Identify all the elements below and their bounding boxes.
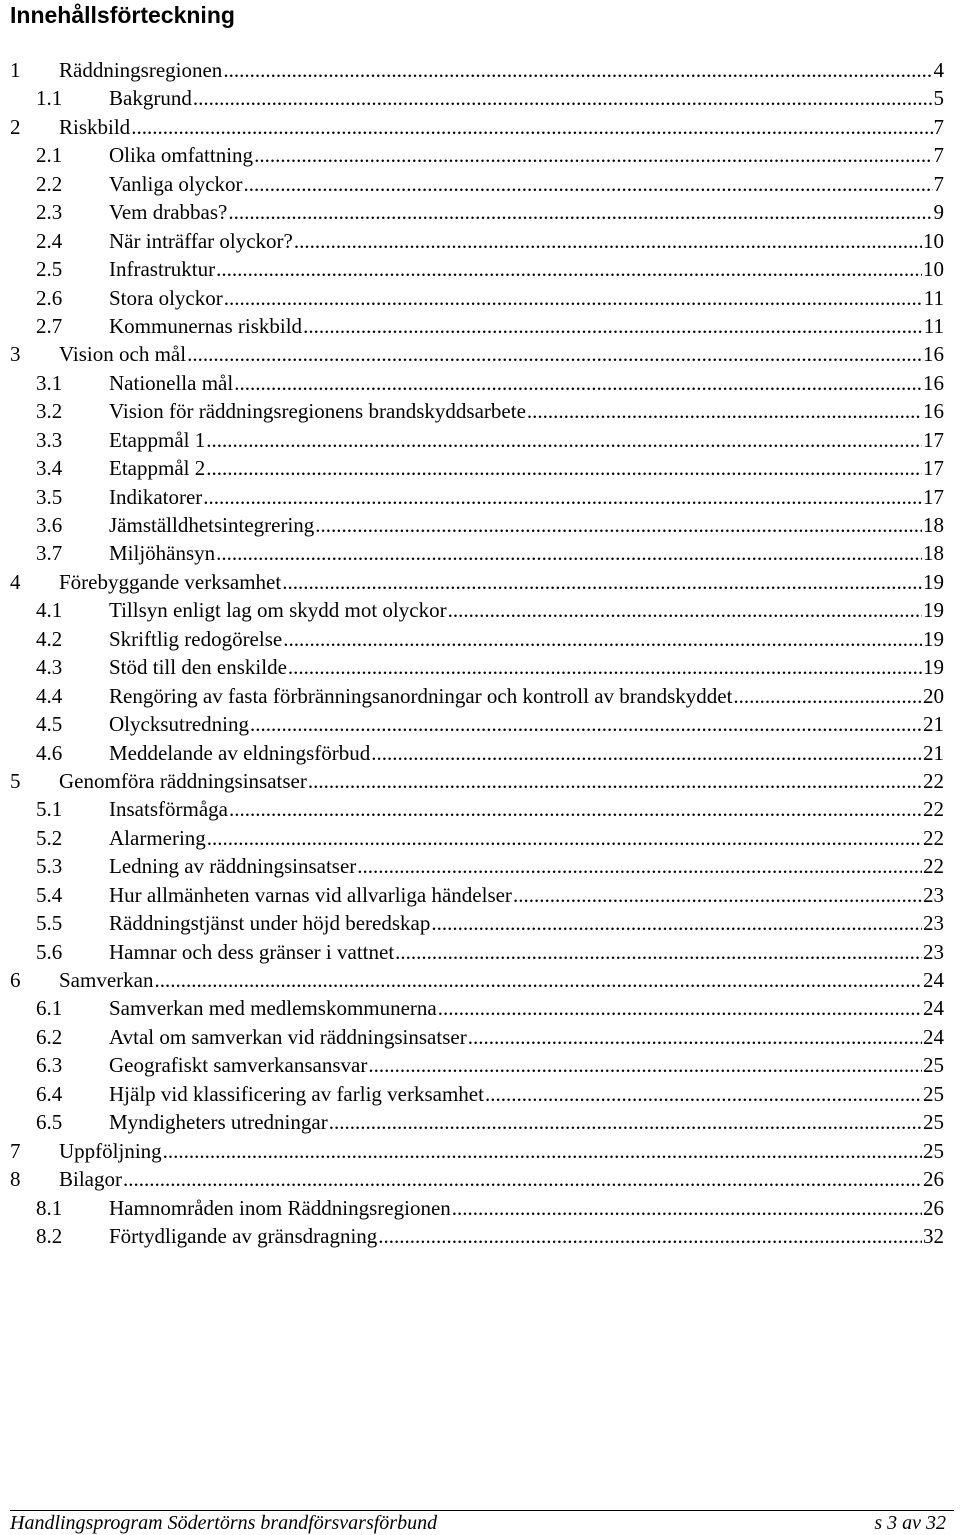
toc-entry-title: Hur allmänheten varnas vid allvarliga händelser [109,882,512,907]
toc-entry-title: Etappmål 1 [109,427,206,452]
toc-dot-leader [371,739,922,767]
toc-entry-number: 2.2 [36,171,63,196]
toc-entry[interactable] [0,397,960,425]
toc-entry-title: Förebyggande verksamhet [59,569,282,594]
toc-entry-number: 6 [10,968,21,992]
toc-entry-title: Skriftlig redogörelse [109,626,283,651]
toc-entry-page: 18 [923,513,944,537]
toc-entry-title: Hamnområden inom Räddningsregionen [109,1195,451,1220]
toc-dot-leader [452,1194,922,1222]
toc-entry[interactable] [0,1222,960,1250]
toc-entry-page: 22 [923,854,944,879]
toc-entry-number: 3.6 [36,513,63,537]
toc-entry-title: Räddningstjänst under höjd beredskap [109,911,431,936]
toc-entry[interactable] [0,710,960,738]
toc-entry[interactable] [0,682,960,710]
toc-entry-page: 25 [923,1081,944,1106]
toc-entry[interactable] [0,568,960,596]
toc-dot-leader [154,966,922,994]
toc-entry[interactable] [0,1194,960,1222]
toc-entry-page: 25 [923,1110,944,1135]
toc-entry-page: 9 [933,200,944,225]
toc-dot-leader [244,170,933,198]
toc-dot-leader [254,141,932,169]
toc-entry[interactable] [0,284,960,312]
toc-dot-leader [229,795,922,823]
toc-entry-page: 5 [933,86,944,111]
toc-entry-title: Riskbild [59,114,131,139]
toc-entry-number: 3.2 [36,399,63,424]
page-title: Innehållsförteckning [10,2,235,28]
toc-entry-title: Infrastruktur [109,257,216,282]
toc-entry-page: 23 [923,882,944,907]
toc-entry-title: Vem drabbas? [109,200,228,225]
toc-entry-number: 2.6 [36,285,63,310]
toc-entry[interactable] [0,170,960,198]
footer-divider [10,1510,954,1511]
toc-entry-title: Stöd till den enskilde [109,655,287,680]
toc-entry-page: 23 [923,939,944,964]
toc-entry-title: Olycksutredning [109,712,249,737]
toc-entry-number: 2.5 [36,257,63,282]
toc-entry[interactable] [0,426,960,454]
toc-entry[interactable] [0,739,960,767]
toc-entry[interactable] [0,1165,960,1193]
toc-dot-leader [193,84,933,112]
toc-entry-number: 3.3 [36,427,63,452]
toc-entry-page: 32 [923,1223,944,1248]
toc-entry[interactable] [0,1051,960,1079]
toc-entry-number: 5.6 [36,939,63,964]
toc-dot-leader [485,1080,922,1108]
toc-entry-title: Rengöring av fasta förbränningsanordningar och kontroll av brandskyddet [109,683,733,708]
toc-entry[interactable] [0,1108,960,1136]
toc-entry-page: 11 [923,313,944,338]
toc-dot-leader [448,596,922,624]
toc-entry-number: 4 [10,569,21,594]
toc-entry-page: 18 [923,541,944,566]
toc-dot-leader [368,1051,922,1079]
toc-entry-number: 5.1 [36,797,63,822]
toc-entry-title: Uppföljning [59,1138,162,1163]
toc-entry-title: Indikatorer [109,484,203,509]
toc-entry[interactable] [0,909,960,937]
toc-entry[interactable] [0,56,960,84]
toc-dot-leader [250,710,922,738]
toc-entry-page: 16 [923,399,944,424]
toc-entry-title: När inträffar olyckor? [109,228,293,253]
toc-entry-title: Etappmål 2 [109,456,206,481]
toc-entry-title: Genomföra räddningsinsatser [59,768,307,793]
toc-entry-number: 6.3 [36,1053,63,1078]
toc-entry-number: 6.2 [36,1024,63,1049]
toc-entry-title: Kommunernas riskbild [109,313,303,338]
toc-entry-number: 3 [10,342,21,367]
toc-entry[interactable] [0,938,960,966]
toc-entry[interactable] [0,852,960,880]
toc-entry-page: 7 [933,114,944,139]
toc-entry-number: 6.5 [36,1110,63,1135]
toc-entry[interactable] [0,767,960,795]
toc-entry-title: Stora olyckor [109,285,223,310]
toc-entry-page: 24 [923,1024,944,1049]
toc-entry-title: Olika omfattning [109,143,254,168]
toc-entry-title: Vanliga olyckor [109,171,243,196]
toc-entry-number: 3.4 [36,456,63,481]
toc-entry-number: 3.1 [36,370,63,395]
toc-dot-leader [223,56,932,84]
toc-dot-leader [216,539,922,567]
toc-entry[interactable] [0,596,960,624]
toc-entry-page: 25 [923,1138,944,1163]
toc-entry-title: Vision och mål [59,342,187,367]
footer-page-indicator: s 3 av 32 [874,1512,946,1534]
toc-entry-page: 24 [923,968,944,992]
toc-entry[interactable] [0,511,960,539]
toc-dot-leader [187,340,922,368]
toc-entry-number: 6.1 [36,996,63,1021]
toc-entry-number: 8.2 [36,1223,63,1248]
toc-entry-number: 2.4 [36,228,63,253]
toc-dot-leader [216,255,922,283]
toc-entry-page: 10 [923,257,944,282]
toc-entry-title: Hamnar och dess gränser i vattnet [109,939,395,964]
toc-entry-title: Jämställdhetsintegrering [109,513,315,537]
toc-entry-title: Miljöhänsyn [109,541,216,566]
toc-dot-leader [207,824,922,852]
toc-entry-number: 4.5 [36,712,63,737]
toc-dot-leader [163,1137,922,1165]
toc-entry-page: 22 [923,825,944,850]
toc-entry-title: Bakgrund [109,86,192,111]
toc-entry-title: Myndigheters utredningar [109,1110,328,1135]
toc-dot-leader [228,198,932,226]
toc-entry[interactable] [0,454,960,482]
toc-entry-title: Nationella mål [109,370,234,395]
toc-dot-leader [288,653,922,681]
toc-entry-page: 19 [923,655,944,680]
toc-dot-leader [357,852,922,880]
toc-entry[interactable] [0,824,960,852]
toc-entry-number: 8 [10,1167,21,1192]
toc-dot-leader [303,312,923,340]
toc-entry-number: 4.4 [36,683,63,708]
toc-entry-number: 4.1 [36,598,63,623]
toc-entry[interactable] [0,198,960,226]
toc-entry-title: Bilagor [59,1167,122,1192]
toc-entry-page: 19 [923,569,944,594]
toc-entry-title: Hjälp vid klassificering av farlig verksamhet [109,1081,484,1106]
toc-entry[interactable] [0,340,960,368]
toc-entry-number: 2.1 [36,143,63,168]
toc-entry-number: 8.1 [36,1195,63,1220]
toc-entry[interactable] [0,795,960,823]
toc-entry-page: 10 [923,228,944,253]
toc-entry-page: 21 [923,712,944,737]
toc-entry[interactable] [0,369,960,397]
toc-entry-page: 4 [933,58,944,82]
toc-entry-title: Samverkan [59,968,154,992]
toc-entry-number: 2.7 [36,313,63,338]
toc-entry-page: 22 [923,768,944,793]
toc-dot-leader [468,1023,922,1051]
toc-dot-leader [378,1222,922,1250]
toc-entry-number: 7 [10,1138,21,1163]
toc-dot-leader [513,881,922,909]
toc-entry-page: 24 [923,996,944,1021]
toc-dot-leader [294,227,922,255]
toc-dot-leader [131,113,932,141]
toc-dot-leader [329,1108,922,1136]
toc-dot-leader [203,483,922,511]
toc-entry-number: 3.7 [36,541,63,566]
toc-dot-leader [431,909,922,937]
toc-dot-leader [315,511,922,539]
toc-dot-leader [527,397,922,425]
toc-entry-number: 2.3 [36,200,63,225]
toc-entry-number: 5.4 [36,882,63,907]
toc-entry-page: 26 [923,1195,944,1220]
toc-dot-leader [438,994,922,1022]
toc-entry-title: Vision för räddningsregionens brandskyddsarbete [109,399,526,424]
toc-entry[interactable] [0,312,960,340]
toc-entry-title: Alarmering [109,825,206,850]
toc-entry-title: Ledning av räddningsinsatser [109,854,357,879]
toc-entry[interactable] [0,483,960,511]
toc-entry-number: 2 [10,114,21,139]
toc-entry-number: 5.5 [36,911,63,936]
toc-entry-page: 17 [923,427,944,452]
toc-entry[interactable] [0,994,960,1022]
toc-entry-number: 5 [10,768,21,793]
toc-dot-leader [395,938,922,966]
toc-entry-page: 22 [923,797,944,822]
toc-dot-leader [224,284,923,312]
toc-entry[interactable] [0,141,960,169]
toc-entry-page: 16 [923,370,944,395]
toc-entry[interactable] [0,1080,960,1108]
toc-entry-number: 5.3 [36,854,63,879]
toc-entry-page: 23 [923,911,944,936]
toc-entry[interactable] [0,113,960,141]
footer-document-title: Handlingsprogram Södertörns brandförsvarsförbund [10,1512,438,1534]
toc-entry-title: Geografiskt samverkansansvar [109,1053,368,1078]
toc-entry[interactable] [0,625,960,653]
toc-entry-title: Räddningsregionen [59,58,223,82]
toc-entry[interactable] [0,966,960,994]
toc-dot-leader [123,1165,922,1193]
toc-entry-page: 17 [923,484,944,509]
toc-dot-leader [282,568,922,596]
toc-entry[interactable] [0,84,960,112]
toc-entry-title: Förtydligande av gränsdragning [109,1223,378,1248]
toc-entry-number: 4.2 [36,626,63,651]
toc-entry[interactable] [0,227,960,255]
toc-entry[interactable] [0,539,960,567]
toc-entry-page: 16 [923,342,944,367]
toc-entry[interactable] [0,1023,960,1051]
toc-entry-title: Insatsförmåga [109,797,228,822]
toc-entry-page: 19 [923,598,944,623]
toc-dot-leader [234,369,922,397]
toc-entry-page: 20 [923,683,944,708]
toc-entry-page: 11 [923,285,944,310]
table-of-contents [0,56,960,1250]
toc-entry-number: 5.2 [36,825,63,850]
toc-entry[interactable] [0,881,960,909]
toc-dot-leader [283,625,922,653]
toc-entry-page: 21 [923,740,944,765]
toc-entry-page: 7 [933,171,944,196]
toc-entry[interactable] [0,653,960,681]
toc-entry-page: 17 [923,456,944,481]
toc-entry-title: Avtal om samverkan vid räddningsinsatser [109,1024,467,1049]
toc-entry-page: 7 [933,143,944,168]
toc-entry-number: 1.1 [36,86,63,111]
toc-entry-title: Meddelande av eldningsförbud [109,740,371,765]
toc-dot-leader [206,426,922,454]
toc-entry-number: 1 [10,58,21,82]
toc-dot-leader [206,454,922,482]
toc-entry-title: Tillsyn enligt lag om skydd mot olyckor [109,598,447,623]
toc-entry[interactable] [0,255,960,283]
toc-entry-title: Samverkan med medlemskommunerna [109,996,437,1021]
toc-entry-number: 4.3 [36,655,63,680]
toc-entry-page: 25 [923,1053,944,1078]
toc-entry-page: 26 [923,1167,944,1192]
toc-entry-page: 19 [923,626,944,651]
toc-entry-number: 3.5 [36,484,63,509]
toc-dot-leader [733,682,922,710]
toc-entry-number: 6.4 [36,1081,63,1106]
toc-entry[interactable] [0,1137,960,1165]
toc-entry-number: 4.6 [36,740,63,765]
toc-dot-leader [308,767,922,795]
